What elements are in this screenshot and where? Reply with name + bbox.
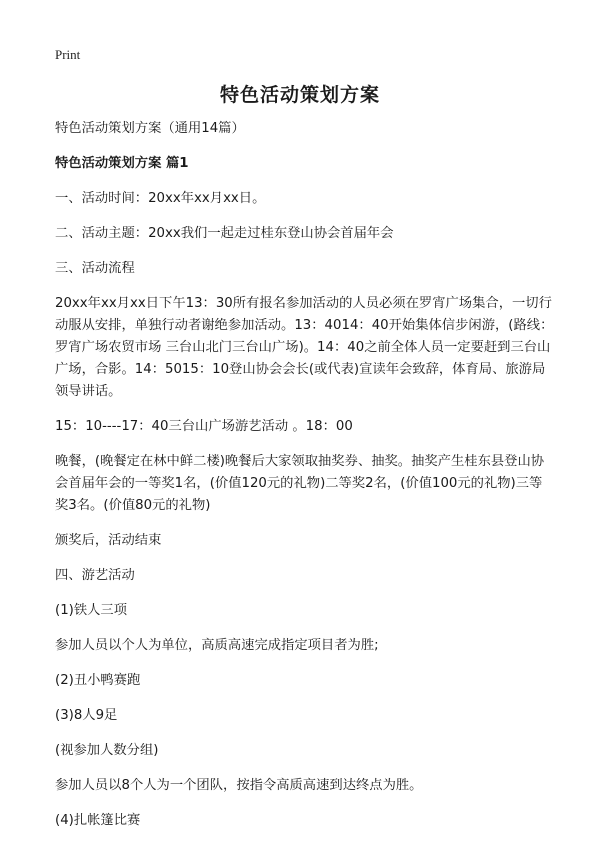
- paragraph: 参加人员以个人为单位，高质高速完成指定项目者为胜;: [55, 638, 379, 653]
- paragraph: 特色活动策划方案（通用14篇）: [55, 121, 245, 136]
- paragraph: 晚餐，(晚餐定在林中鲜二楼)晚餐后大家领取抽奖券、抽奖。抽奖产生桂东县登山协会首届年会的一等奖1名，(价值120元的礼物)二等奖2名，(价值100元的礼物)三等奖3名。(价值80元的礼物): [55, 454, 545, 513]
- paragraph: 颁奖后，活动结束: [55, 533, 162, 548]
- paragraph: 一、活动时间：20xx年xx月xx日。: [55, 191, 266, 206]
- document-title: 特色活动策划方案: [219, 84, 380, 106]
- paragraph: (2)丑小鸭赛跑: [55, 673, 141, 688]
- paragraph: (3)8人9足: [55, 708, 118, 723]
- paragraph: 15：10----17：40三台山广场游艺活动 。18：00: [55, 419, 353, 434]
- paragraph: 参加人员以8个人为一个团队，按指令高质高速到达终点为胜。: [55, 778, 423, 793]
- print-link[interactable]: Print: [55, 47, 81, 62]
- paragraph: 20xx年xx月xx日下午13：30所有报名参加活动的人员必须在罗宵广场集合，一切行动服从安排，单独行动者谢绝参加活动。13：4014：40开始集体信步闲游，(路线：罗宵广场农贸市场 三台山北门三台山广场)。14：40之前全体人员一定要赶到三台山广场，合影。14：5015：10登山协会会长(或代表)宣读年会致辞，体育局、旅游局领导讲话。: [55, 296, 554, 399]
- paragraph: (4)扎帐篷比赛: [55, 813, 141, 828]
- paragraph: 二、活动主题：20xx我们一起走过桂东登山协会首届年会: [55, 226, 394, 241]
- section-heading: 特色活动策划方案 篇1: [55, 156, 189, 171]
- paragraph: 四、游艺活动: [55, 568, 135, 583]
- paragraph: (1)铁人三项: [55, 603, 128, 618]
- document-body: [55, 118, 555, 845]
- paragraph: (视参加人数分组): [55, 743, 159, 758]
- paragraph: 三、活动流程: [55, 261, 135, 276]
